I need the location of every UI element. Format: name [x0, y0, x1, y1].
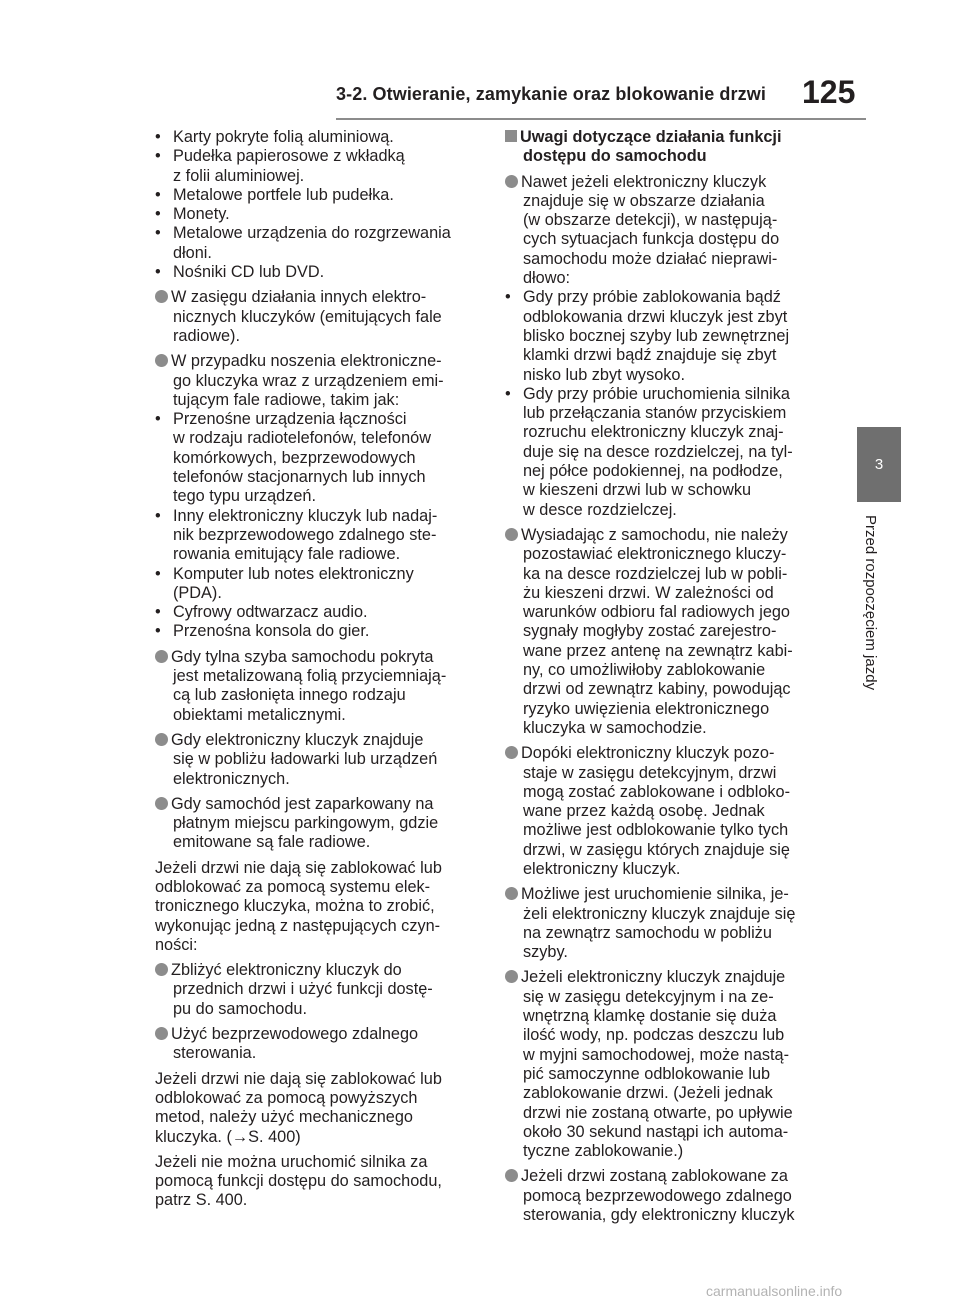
bullet-item	[155, 128, 481, 147]
continuation-line	[505, 1026, 831, 1045]
bullet-item	[155, 186, 481, 205]
text-line: W przypadku noszenia elektroniczne-	[171, 352, 442, 371]
continuation-line	[505, 622, 831, 641]
continuation-line	[505, 230, 831, 249]
text-line: Wysiadając z samochodu, nie należy	[521, 525, 788, 544]
continuation-line	[155, 327, 481, 346]
text-line: wane przez antenę na zewnątrz kabi-	[523, 641, 793, 660]
continuation-line	[505, 924, 831, 943]
text-line: Pudełka papierosowe z wkładką	[173, 147, 405, 166]
text-line: Metalowe portfele lub pudełka.	[173, 185, 394, 204]
text-line: się w pobliżu ładowarki lub urządzeń	[173, 750, 438, 769]
text-line: szyby.	[523, 943, 568, 962]
text-line: wykonując jedną z następujących czyn-	[155, 916, 441, 935]
paragraph-line	[155, 1172, 481, 1191]
note-item	[155, 648, 481, 667]
chapter-label: Przed rozpoczęciem jazdy	[862, 515, 879, 691]
paragraph-line	[155, 936, 481, 955]
bullet-icon: •	[505, 384, 511, 403]
bullet-icon: •	[155, 128, 161, 146]
text-line: Jeżeli drzwi zostaną zablokowane za	[521, 1167, 788, 1186]
text-line: Jeżeli elektroniczny kluczyk znajduje	[521, 968, 786, 987]
text-line: radiowe).	[173, 326, 240, 345]
bullet-item	[505, 385, 831, 404]
text-line: cych sytuacjach funkcja dostępu do	[523, 230, 780, 249]
bullet-item	[155, 603, 481, 622]
note-item	[505, 1167, 831, 1186]
paragraph-line	[155, 859, 481, 878]
continuation-line	[505, 1187, 831, 1206]
continuation-line	[505, 821, 831, 840]
note-item	[155, 352, 481, 371]
paragraph-line	[155, 1128, 481, 1147]
continuation-line	[505, 404, 831, 423]
bullet-icon: •	[155, 185, 161, 204]
text-line: sterowania.	[173, 1044, 257, 1063]
bullet-item	[155, 263, 481, 282]
text-line: Jeżeli drzwi nie dają się zablokować lub	[155, 1069, 442, 1088]
text-line: Nawet jeżeli elektroniczny kluczyk	[521, 172, 767, 191]
bullet-icon: •	[155, 564, 161, 583]
text-line: odblokowania drzwi kluczyk jest zbyt	[523, 307, 788, 326]
continuation-line	[505, 211, 831, 230]
continuation-line	[505, 764, 831, 783]
continuation-line	[155, 372, 481, 391]
paragraph-line	[155, 1108, 481, 1127]
text-line: komórkowych, bezprzewodowych	[173, 448, 416, 467]
section-title: 3-2. Otwieranie, zamykanie oraz blokowanie drzwi	[336, 84, 766, 104]
text-line: elektroniczny kluczyk.	[523, 859, 681, 878]
text-line: lub przełączania stanów przyciskiem	[523, 404, 787, 423]
continuation-line	[155, 449, 481, 468]
continuation-line	[505, 905, 831, 924]
paragraph-line	[155, 878, 481, 897]
text-line: z folii aluminiowej.	[173, 166, 305, 185]
continuation-line	[505, 841, 831, 860]
text-line: drzwi nie zostaną otwarte, po upływie	[523, 1103, 793, 1122]
text-line: Możliwe jest uruchomienie silnika, je-	[521, 885, 789, 904]
text-line: Użyć bezprzewodowego zdalnego	[171, 1025, 419, 1044]
text-line: pozostawiać elektronicznego kluczy-	[523, 545, 787, 564]
continuation-line	[155, 814, 481, 833]
text-line: w rodzaju radiotelefonów, telefonów	[173, 429, 431, 448]
text-line: rowania emitujący fale radiowe.	[173, 545, 401, 564]
continuation-line	[505, 192, 831, 211]
text-line: metod, należy użyć mechanicznego	[155, 1108, 413, 1127]
text-line: samochodu może działać nieprawi-	[523, 249, 778, 268]
continuation-line	[505, 1123, 831, 1142]
bullet-icon: •	[155, 263, 161, 282]
text-line: pić samoczynne odblokowanie lub	[523, 1064, 771, 1083]
continuation-line	[155, 468, 481, 487]
text-line: pomocą funkcji dostępu do samochodu,	[155, 1172, 442, 1191]
circle-bullet-icon	[155, 963, 168, 976]
text-line: warunków odbioru fal radiowych jego	[523, 603, 790, 622]
bullet-icon: •	[155, 224, 161, 243]
text-line: odblokować za pomocą systemu elek-	[155, 877, 431, 896]
text-line: dłowo:	[523, 269, 571, 288]
continuation-line	[155, 429, 481, 448]
continuation-line	[505, 783, 831, 802]
continuation-line	[505, 1007, 831, 1026]
right-column	[505, 128, 831, 1225]
continuation-line	[505, 860, 831, 879]
continuation-line	[505, 700, 831, 719]
bullet-item	[155, 565, 481, 584]
text-line: Gdy samochód jest zaparkowany na	[171, 794, 434, 813]
continuation-line	[505, 603, 831, 622]
text-line: drzwi od zewnątrz kabiny, powodując	[523, 680, 791, 699]
continuation-line	[505, 719, 831, 738]
text-line: ności:	[155, 935, 198, 954]
text-line: ryzyko uwięzienia elektronicznego	[523, 699, 770, 718]
text-line: wane przez każdą osobę. Jednak	[523, 802, 765, 821]
circle-bullet-icon	[505, 970, 518, 983]
text-line: Gdy przy próbie uruchomienia silnika	[523, 384, 790, 403]
text-line: ilość wody, np. podczas deszczu lub	[523, 1026, 785, 1045]
continuation-line	[155, 487, 481, 506]
text-line: tronicznego kluczyka, można to zrobić,	[155, 897, 435, 916]
continuation-line	[505, 943, 831, 962]
page-header	[336, 74, 866, 110]
continuation-line	[505, 501, 831, 520]
text-line: dłoni.	[173, 243, 212, 262]
text-line: kluczyka w samochodzie.	[523, 718, 707, 737]
bullet-icon: •	[155, 603, 161, 622]
text-line: możliwe jest odblokowanie tylko tych	[523, 821, 789, 840]
continuation-line	[155, 750, 481, 769]
continuation-line	[155, 667, 481, 686]
text-line: (PDA).	[173, 583, 222, 602]
continuation-line	[505, 642, 831, 661]
circle-bullet-icon	[155, 650, 168, 663]
text-line: Dopóki elektroniczny kluczyk pozo-	[521, 744, 775, 763]
note-item	[505, 526, 831, 545]
text-line: żu kieszeni drzwi. W zależności od	[523, 583, 774, 602]
paragraph-line	[155, 1089, 481, 1108]
bullet-item	[155, 507, 481, 526]
note-item	[505, 968, 831, 987]
text-line: przednich drzwi i użyć funkcji dostę-	[173, 980, 433, 999]
text-line: cą lub zasłonięta innego rodzaju	[173, 686, 406, 705]
text-line: Gdy przy próbie zablokowania bądź	[523, 288, 781, 307]
left-column	[155, 128, 481, 1211]
continuation-line	[505, 1206, 831, 1225]
text-line: nej półce podokiennej, na podłodze,	[523, 462, 783, 481]
continuation-line	[155, 706, 481, 725]
paragraph-line	[155, 917, 481, 936]
continuation-line	[155, 1000, 481, 1019]
text-line: płatnym miejscu parkingowym, gdzie	[173, 814, 439, 833]
bullet-icon: •	[155, 147, 161, 166]
text-line: Gdy elektroniczny kluczyk znajduje	[171, 730, 424, 749]
circle-bullet-icon	[505, 1169, 518, 1182]
circle-bullet-icon	[505, 175, 518, 188]
text-line: tyczne zablokowanie.)	[523, 1142, 684, 1161]
continuation-line	[505, 584, 831, 603]
continuation-line	[155, 833, 481, 852]
paragraph-line	[155, 1153, 481, 1172]
text-line: sygnały mogłyby zostać zarejestro-	[523, 622, 777, 641]
bullet-item	[155, 147, 481, 166]
text-line: ka na desce rozdzielczej lub w pobli-	[523, 564, 788, 583]
note-item	[155, 288, 481, 307]
circle-bullet-icon	[155, 797, 168, 810]
continuation-line	[155, 391, 481, 410]
bullet-item	[155, 410, 481, 429]
continuation-line	[505, 366, 831, 385]
text-line: (w obszarze detekcji), w następują-	[523, 211, 778, 230]
note-item	[155, 961, 481, 980]
text-line: pomocą bezprzewodowego zdalnego	[523, 1186, 792, 1205]
chapter-tab[interactable]: 3	[857, 427, 901, 502]
bullet-icon: •	[155, 410, 161, 429]
text-line: Zbliżyć elektroniczny kluczyk do	[171, 961, 402, 980]
continuation-line	[505, 250, 831, 269]
text-line: ny, co umożliwiłoby zablokowanie	[523, 661, 766, 680]
text-line: Przenośne urządzenia łączności	[173, 410, 407, 429]
text-line: Metalowe urządzenia do rozgrzewania	[173, 224, 451, 243]
text-line: pu do samochodu.	[173, 999, 307, 1018]
text-line: Przenośna konsola do gier.	[173, 622, 370, 641]
continuation-line	[505, 1046, 831, 1065]
circle-bullet-icon	[505, 528, 518, 541]
continuation-line	[505, 423, 831, 442]
continuation-line	[505, 680, 831, 699]
continuation-line	[505, 545, 831, 564]
note-item	[505, 744, 831, 763]
text-line: staje w zasięgu detekcyjnym, drzwi	[523, 763, 777, 782]
page-number: 125	[802, 74, 856, 110]
circle-bullet-icon	[155, 354, 168, 367]
text-line: tującym fale radiowe, takim jak:	[173, 390, 400, 409]
paragraph-line	[155, 1070, 481, 1089]
text-line: Komputer lub notes elektroniczny	[173, 564, 414, 583]
continuation-line	[155, 167, 481, 186]
text-line: Karty pokryte folią aluminiową.	[173, 128, 394, 146]
text-line: jest metalizowaną folią przyciemniają-	[173, 667, 447, 686]
text-line: elektronicznych.	[173, 769, 290, 788]
text-line: telefonów stacjonarnych lub innych	[173, 468, 426, 487]
continuation-line	[155, 526, 481, 545]
text-line: Gdy tylna szyba samochodu pokryta	[171, 647, 434, 666]
text-line: zablokowanie drzwi. (Jeżeli jednak	[523, 1084, 773, 1103]
continuation-line	[505, 802, 831, 821]
bullet-icon: •	[155, 622, 161, 641]
text-line: nisko lub zbyt wysoko.	[523, 365, 685, 384]
circle-bullet-icon	[155, 1027, 168, 1040]
bullet-icon: •	[155, 506, 161, 525]
text-line: go kluczyka wraz z urządzeniem emi-	[173, 371, 444, 390]
circle-bullet-icon	[505, 746, 518, 759]
note-item	[155, 1025, 481, 1044]
continuation-line	[505, 308, 831, 327]
continuation-line	[505, 1084, 831, 1103]
text-line: Monety.	[173, 205, 230, 224]
text-line: wnętrzną klamkę dostanie się duża	[523, 1007, 777, 1026]
text-line: Cyfrowy odtwarzacz audio.	[173, 603, 368, 622]
continuation-line	[155, 1044, 481, 1063]
continuation-line	[505, 269, 831, 288]
bullet-icon: •	[505, 288, 511, 307]
text-line: kluczyka. (→S. 400)	[155, 1127, 301, 1146]
continuation-line	[155, 584, 481, 603]
note-item	[155, 731, 481, 750]
text-line: Jeżeli nie można uruchomić silnika za	[155, 1152, 428, 1171]
text-line: obiektami metalicznymi.	[173, 705, 346, 724]
text-line: nicznych kluczyków (emitujących fale	[173, 307, 442, 326]
paragraph-line	[155, 1191, 481, 1210]
text-line: znajduje się w obszarze działania	[523, 191, 765, 210]
header-divider	[336, 118, 866, 120]
text-line: mogą zostać zablokowane i odbloko-	[523, 782, 790, 801]
text-line: żeli elektroniczny kluczyk znajduje się	[523, 904, 796, 923]
continuation-line	[505, 1065, 831, 1084]
section-heading	[505, 128, 831, 147]
text-line: rozruchu elektroniczny kluczyk znaj-	[523, 423, 784, 442]
text-line: duje się na desce rozdzielczej, na tyl-	[523, 442, 793, 461]
continuation-line	[505, 1142, 831, 1161]
note-item	[505, 885, 831, 904]
text-line: Nośniki CD lub DVD.	[173, 263, 325, 282]
text-line: Jeżeli drzwi nie dają się zablokować lub	[155, 858, 442, 877]
continuation-line	[505, 481, 831, 500]
watermark: carmanualsonline.info	[706, 1283, 843, 1299]
continuation-line	[505, 661, 831, 680]
bullet-item	[155, 205, 481, 224]
note-item	[505, 173, 831, 192]
circle-bullet-icon	[505, 887, 518, 900]
continuation-line	[155, 545, 481, 564]
text-line: odblokować za pomocą powyższych	[155, 1088, 418, 1107]
circle-bullet-icon	[155, 733, 168, 746]
text-line: na zewnątrz samochodu w pobliżu	[523, 923, 772, 942]
paragraph-line	[155, 897, 481, 916]
bullet-item	[155, 622, 481, 641]
continuation-line	[505, 988, 831, 1007]
bullet-item	[505, 288, 831, 307]
continuation-line	[505, 565, 831, 584]
continuation-line	[155, 980, 481, 999]
continuation-line	[505, 443, 831, 462]
text-line: w myjni samochodowej, może nastą-	[523, 1045, 790, 1064]
continuation-line	[155, 244, 481, 263]
bullet-item	[155, 224, 481, 243]
continuation-line	[155, 308, 481, 327]
section-heading-continued	[505, 147, 831, 166]
bullet-icon: •	[155, 205, 161, 224]
continuation-line	[505, 346, 831, 365]
text-line: około 30 sekund nastąpi ich automa-	[523, 1122, 789, 1141]
text-line: w kieszeni drzwi lub w schowku	[523, 481, 752, 500]
circle-bullet-icon	[155, 290, 168, 303]
text-line: Inny elektroniczny kluczyk lub nadaj-	[173, 506, 438, 525]
text-line: blisko bocznej szyby lub zewnętrznej	[523, 326, 790, 345]
continuation-line	[505, 462, 831, 481]
text-line: W zasięgu działania innych elektro-	[171, 288, 427, 307]
square-bullet-icon	[505, 130, 517, 142]
note-item	[155, 795, 481, 814]
text-line: klamki drzwi bądź znajduje się zbyt	[523, 346, 777, 365]
text-line: patrz S. 400.	[155, 1191, 248, 1210]
continuation-line	[505, 1104, 831, 1123]
text-line: drzwi, w zasięgu których znajduje się	[523, 840, 790, 859]
text-line: tego typu urządzeń.	[173, 487, 317, 506]
text-line: w desce rozdzielczej.	[523, 500, 677, 519]
text-line: sterowania, gdy elektroniczny kluczyk	[523, 1206, 795, 1225]
continuation-line	[505, 327, 831, 346]
text-line: nik bezprzewodowego zdalnego ste-	[173, 525, 437, 544]
continuation-line	[155, 686, 481, 705]
continuation-line	[155, 770, 481, 789]
text-line: się w zasięgu detekcyjnym i na ze-	[523, 987, 774, 1006]
text-line: Uwagi dotyczące działania funkcji	[520, 128, 782, 146]
text-line: dostępu do samochodu	[523, 147, 707, 166]
text-line: emitowane są fale radiowe.	[173, 833, 371, 852]
